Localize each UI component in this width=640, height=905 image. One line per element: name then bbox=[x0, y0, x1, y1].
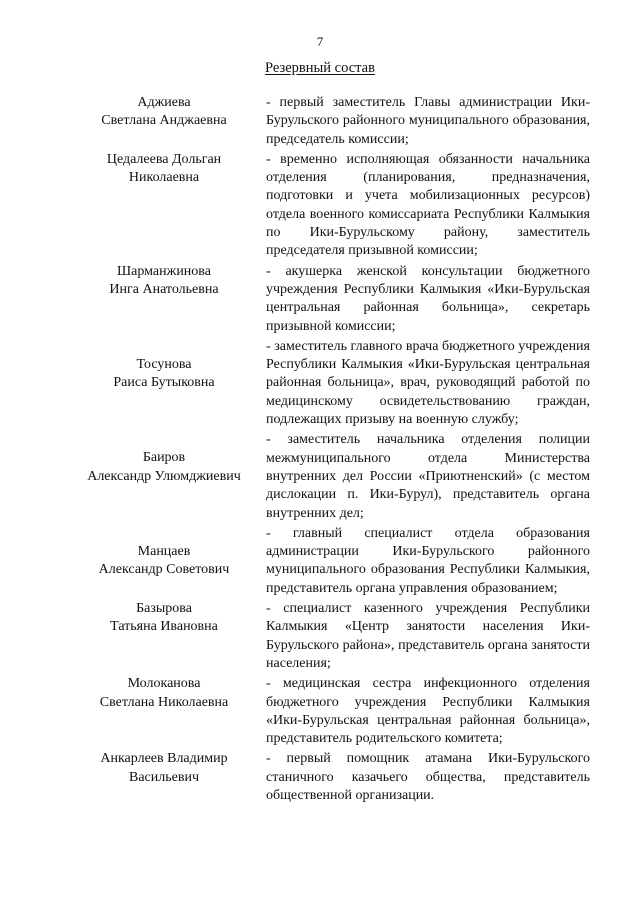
member-name-line: Аджиева bbox=[137, 95, 191, 110]
member-name-line: Инга Анатольевна bbox=[109, 281, 219, 297]
member-name-line: Базырова bbox=[136, 601, 192, 617]
member-name-line: Анкарлеев Владимир bbox=[100, 751, 228, 767]
member-name-line: Николаевна bbox=[128, 170, 200, 186]
member-name bbox=[70, 600, 258, 673]
section-title: Резервный состав bbox=[265, 60, 375, 76]
member-name-line: Александр Советович bbox=[98, 562, 230, 578]
member-entry bbox=[70, 94, 590, 149]
member-name-line: Татьяна Ивановна bbox=[110, 619, 218, 635]
member-name-line: Молоканова bbox=[127, 676, 201, 692]
member-name bbox=[70, 338, 258, 429]
member-name-line: Цедалеева Дольган bbox=[106, 151, 222, 167]
member-name-line: Манцаев bbox=[137, 543, 191, 559]
member-role: - временно исполняющая обязанности начальника отделения (планирования, предназначения, подготовки и учета мобилизационных ресурсов) отдела военного комиссариата Республики Калмыкия по Ики-Бурульскому району, заместитель председателя призывной комиссии; bbox=[266, 151, 590, 259]
member-name-line: Раиса Бутыковна bbox=[113, 375, 215, 391]
member-entry bbox=[70, 151, 590, 261]
member-entry bbox=[70, 525, 590, 598]
member-name bbox=[70, 675, 258, 748]
member-list bbox=[70, 94, 590, 807]
member-entry bbox=[70, 675, 590, 748]
member-name-line: Светлана Анджаевна bbox=[101, 113, 227, 129]
member-role: - акушерка женской консультации бюджетного учреждения Республики Калмыкия «Ики-Бурульская центральная районная больница», секретарь призывной комиссии; bbox=[266, 263, 590, 334]
member-name-line: Баиров bbox=[142, 450, 186, 466]
member-name bbox=[70, 151, 258, 261]
member-role: - заместитель главного врача бюджетного учреждения Республики Калмыкия «Ики-Бурульская центральная районная больница», врач, руководящий работой по медицинскому освидетельствованию граждан, подлежащих призыву на военную службу; bbox=[266, 338, 590, 428]
member-name-line: Тосунова bbox=[136, 356, 192, 372]
member-name-line: Шарманжинова bbox=[117, 263, 211, 279]
member-name-line: Александр Улюмджиевич bbox=[87, 468, 241, 484]
member-name bbox=[70, 431, 258, 522]
member-name-line: Васильевич bbox=[129, 769, 199, 785]
member-name bbox=[70, 525, 258, 598]
member-name bbox=[70, 263, 258, 336]
member-entry bbox=[70, 263, 590, 336]
member-entry bbox=[70, 600, 590, 673]
member-entry bbox=[70, 750, 590, 805]
member-name bbox=[70, 750, 258, 805]
member-role: - первый заместитель Главы администрации Ики-Бурульского районного муниципального образования, председатель комиссии; bbox=[266, 95, 590, 147]
member-entry bbox=[70, 431, 590, 522]
page-number: 7 bbox=[316, 34, 324, 49]
member-name-line: Светлана Николаевна bbox=[99, 694, 229, 710]
member-name bbox=[70, 94, 258, 149]
member-role: - главный специалист отдела образования администрации Ики-Бурульского районного муниципального образования Республики Калмыкия, представитель органа управления образованием; bbox=[266, 525, 590, 596]
member-role: - первый помощник атамана Ики-Бурульского станичного казачьего общества, представитель общественной организации. bbox=[266, 751, 590, 803]
member-role: - специалист казенного учреждения Республики Калмыкия «Центр занятости населения Ики-Бурульского района», представитель органа занятости населения; bbox=[266, 601, 590, 671]
member-role: - медицинская сестра инфекционного отделения бюджетного учреждения Республики Калмыкия «Ики-Бурульская центральная районная больница», представитель родительского комитета; bbox=[266, 676, 590, 747]
member-entry bbox=[70, 338, 590, 429]
member-role: - заместитель начальника отделения полиции межмуниципального отдела Министерства внутренних дел России «Приютненский» (с местом дислокации п. Ики-Бурул), представитель органа внутренних дел; bbox=[266, 432, 590, 521]
